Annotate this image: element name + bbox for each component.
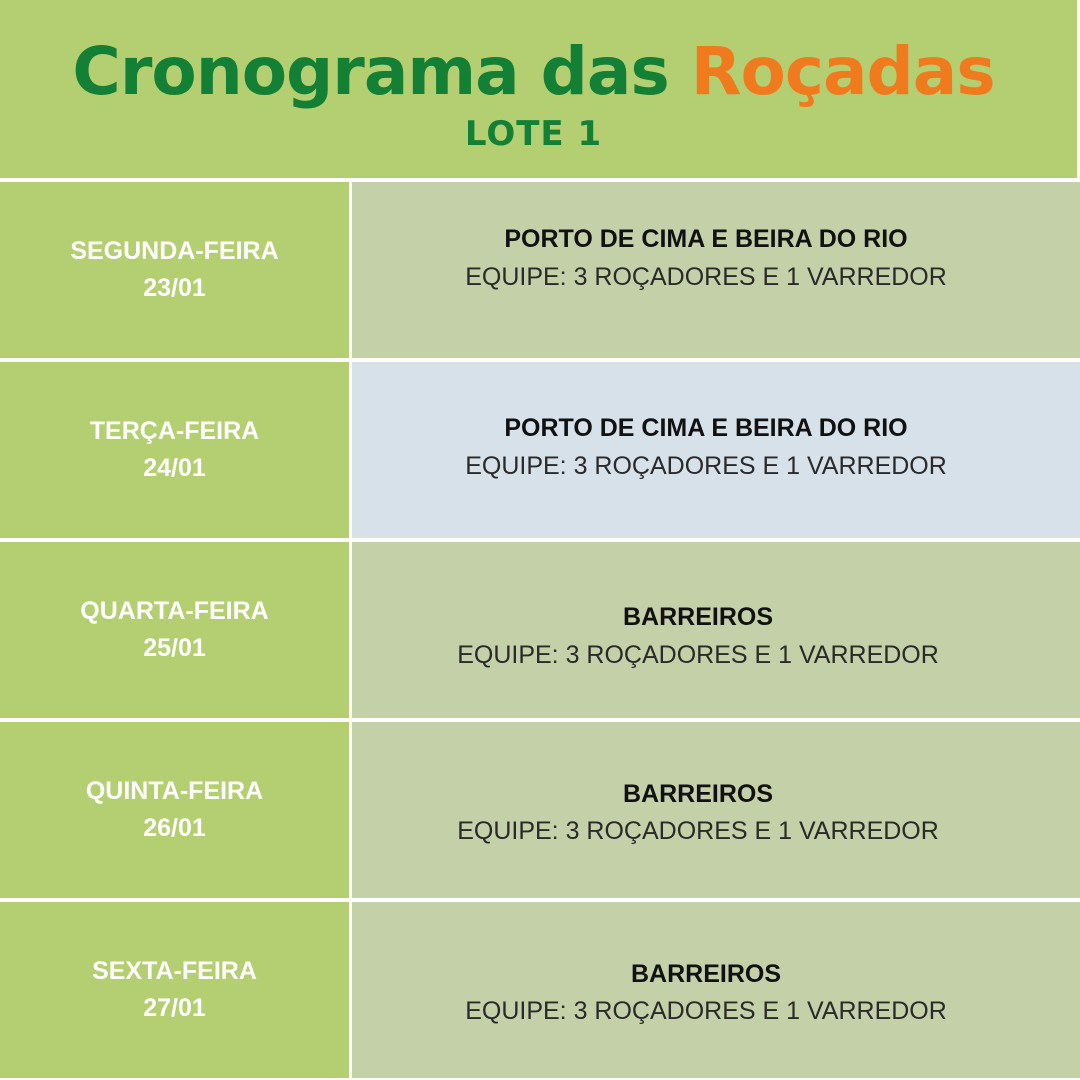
day-name: QUINTA-FEIRA: [85, 777, 264, 805]
location-name: PORTO DE CIMA E BEIRA DO RIO: [504, 414, 908, 442]
task-cell: [352, 182, 1080, 358]
day-cell: [0, 182, 349, 358]
schedule-row-wednesday: [0, 542, 1080, 718]
location-name: PORTO DE CIMA E BEIRA DO RIO: [504, 225, 908, 253]
team-description: EQUIPE: 3 ROÇADORES E 1 VARREDOR: [465, 263, 947, 291]
page-title: [0, 32, 1067, 112]
day-name: SEXTA-FEIRA: [92, 957, 257, 985]
day-cell: [0, 722, 349, 898]
schedule-row-tuesday: [0, 362, 1080, 538]
task-cell: [352, 542, 1080, 718]
day-name: QUARTA-FEIRA: [80, 597, 269, 625]
team-description: EQUIPE: 3 ROÇADORES E 1 VARREDOR: [457, 817, 939, 845]
title-part-1: Cronograma das: [72, 33, 669, 110]
team-description: EQUIPE: 3 ROÇADORES E 1 VARREDOR: [457, 641, 939, 669]
team-description: EQUIPE: 3 ROÇADORES E 1 VARREDOR: [465, 997, 947, 1025]
day-name: TERÇA-FEIRA: [89, 417, 260, 445]
day-date: 27/01: [143, 994, 206, 1022]
schedule-row-friday: [0, 902, 1080, 1078]
day-cell: [0, 362, 349, 538]
day-cell: [0, 542, 349, 718]
day-date: 24/01: [143, 454, 206, 482]
day-date: 23/01: [143, 274, 206, 302]
task-cell: [352, 722, 1080, 898]
day-date: 25/01: [143, 634, 206, 662]
day-date: 26/01: [143, 814, 206, 842]
task-cell: [352, 362, 1080, 538]
title-part-2: Roçadas: [690, 33, 995, 110]
location-name: BARREIROS: [622, 780, 773, 808]
team-description: EQUIPE: 3 ROÇADORES E 1 VARREDOR: [465, 452, 947, 480]
schedule-row-monday: [0, 182, 1080, 358]
task-cell: [352, 902, 1080, 1078]
page-subtitle: LOTE 1: [464, 114, 603, 154]
day-cell: [0, 902, 349, 1078]
day-name: SEGUNDA-FEIRA: [70, 237, 279, 265]
schedule-row-thursday: [0, 722, 1080, 898]
location-name: BARREIROS: [630, 960, 781, 988]
header-banner: [0, 0, 1077, 178]
location-name: BARREIROS: [622, 603, 773, 631]
